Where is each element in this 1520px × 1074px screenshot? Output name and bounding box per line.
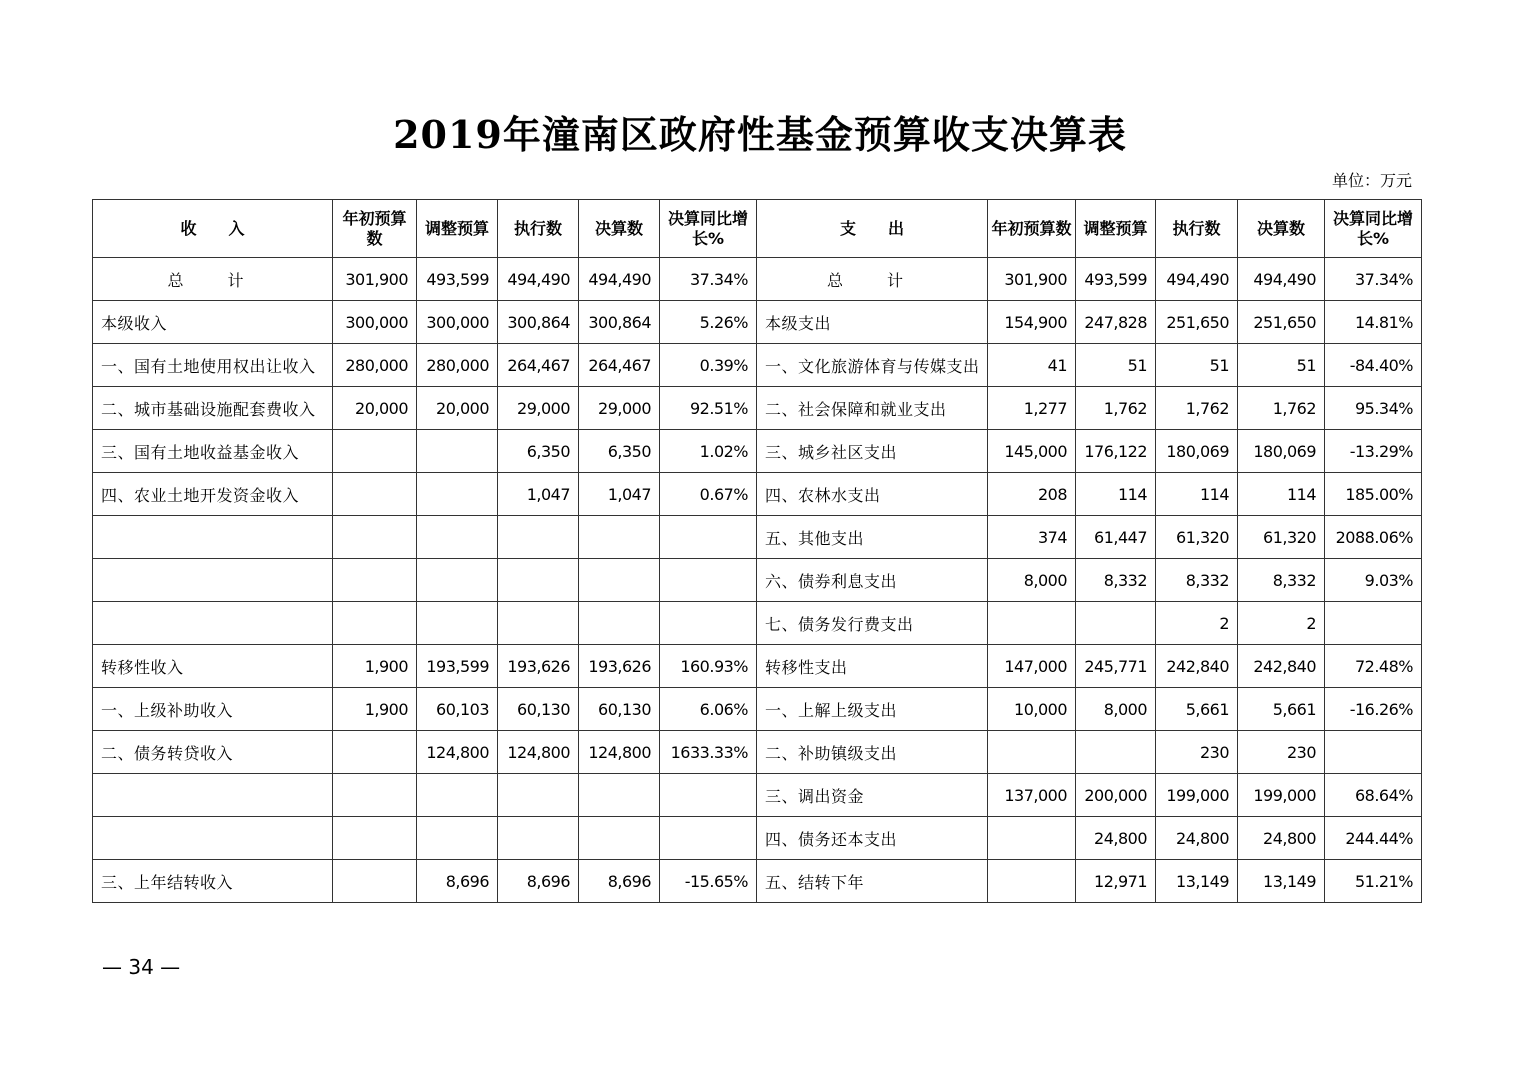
- expense-value-cell: 493,599: [1076, 258, 1156, 301]
- expense-value-cell: 251,650: [1238, 301, 1325, 344]
- expense-value-cell: 247,828: [1076, 301, 1156, 344]
- expense-col-header: 执行数: [1156, 200, 1238, 258]
- income-value-cell: -15.65%: [660, 860, 757, 903]
- expense-value-cell: 2088.06%: [1325, 516, 1422, 559]
- income-label-cell: [93, 774, 333, 817]
- expense-value-cell: 37.34%: [1325, 258, 1422, 301]
- income-value-cell: [333, 473, 417, 516]
- income-value-cell: 264,467: [498, 344, 579, 387]
- income-value-cell: 1,047: [498, 473, 579, 516]
- expense-value-cell: [1076, 602, 1156, 645]
- expense-value-cell: 494,490: [1156, 258, 1238, 301]
- expense-value-cell: 24,800: [1156, 817, 1238, 860]
- budget-table: [92, 199, 1422, 903]
- expense-value-cell: 199,000: [1156, 774, 1238, 817]
- expense-value-cell: 230: [1238, 731, 1325, 774]
- income-label-cell: [93, 602, 333, 645]
- page-title: 2019年潼南区政府性基金预算收支决算表: [393, 112, 1127, 157]
- income-value-cell: 124,800: [417, 731, 498, 774]
- table-row: [93, 516, 1422, 559]
- income-value-cell: [333, 860, 417, 903]
- income-value-cell: [417, 602, 498, 645]
- expense-value-cell: 244.44%: [1325, 817, 1422, 860]
- header-row: [93, 200, 1422, 258]
- income-col-header: 执行数: [498, 200, 579, 258]
- income-value-cell: 1,047: [579, 473, 660, 516]
- expense-value-cell: -13.29%: [1325, 430, 1422, 473]
- expense-value-cell: 230: [1156, 731, 1238, 774]
- income-value-cell: 1.02%: [660, 430, 757, 473]
- expense-value-cell: 242,840: [1238, 645, 1325, 688]
- expense-col-header: 调整预算: [1076, 200, 1156, 258]
- expense-value-cell: [988, 602, 1076, 645]
- income-value-cell: 300,864: [579, 301, 660, 344]
- expense-label-cell: 总 计: [757, 258, 988, 301]
- income-value-cell: [417, 516, 498, 559]
- expense-value-cell: 245,771: [1076, 645, 1156, 688]
- income-value-cell: [660, 817, 757, 860]
- income-value-cell: 29,000: [498, 387, 579, 430]
- expense-label-cell: 一、文化旅游体育与传媒支出: [757, 344, 988, 387]
- expense-value-cell: 51: [1156, 344, 1238, 387]
- income-value-cell: [579, 817, 660, 860]
- income-value-cell: [417, 559, 498, 602]
- income-col-header: 决算数: [579, 200, 660, 258]
- income-value-cell: 20,000: [333, 387, 417, 430]
- income-value-cell: 0.67%: [660, 473, 757, 516]
- income-value-cell: [498, 774, 579, 817]
- income-value-cell: 0.39%: [660, 344, 757, 387]
- income-value-cell: [333, 731, 417, 774]
- income-label-cell: 转移性收入: [93, 645, 333, 688]
- expense-value-cell: 114: [1156, 473, 1238, 516]
- expense-value-cell: 2: [1156, 602, 1238, 645]
- expense-label-cell: 六、债券利息支出: [757, 559, 988, 602]
- income-value-cell: 124,800: [498, 731, 579, 774]
- income-value-cell: 494,490: [579, 258, 660, 301]
- income-value-cell: [660, 774, 757, 817]
- expense-value-cell: 199,000: [1238, 774, 1325, 817]
- page-number: — 34 —: [102, 955, 181, 979]
- expense-value-cell: 180,069: [1238, 430, 1325, 473]
- income-value-cell: [498, 817, 579, 860]
- table-row: [93, 258, 1422, 301]
- income-value-cell: [417, 430, 498, 473]
- income-value-cell: [660, 516, 757, 559]
- expense-value-cell: 10,000: [988, 688, 1076, 731]
- expense-value-cell: -84.40%: [1325, 344, 1422, 387]
- expense-value-cell: 61,447: [1076, 516, 1156, 559]
- table-row: [93, 473, 1422, 516]
- expense-value-cell: 72.48%: [1325, 645, 1422, 688]
- table-row: [93, 559, 1422, 602]
- table-row: [93, 860, 1422, 903]
- income-value-cell: 280,000: [333, 344, 417, 387]
- income-value-cell: 494,490: [498, 258, 579, 301]
- expense-value-cell: 1,277: [988, 387, 1076, 430]
- table-row: [93, 301, 1422, 344]
- expense-value-cell: 242,840: [1156, 645, 1238, 688]
- expense-value-cell: 14.81%: [1325, 301, 1422, 344]
- income-label-cell: 三、上年结转收入: [93, 860, 333, 903]
- expense-value-cell: 114: [1238, 473, 1325, 516]
- expense-col-header: 决算数: [1238, 200, 1325, 258]
- income-value-cell: 301,900: [333, 258, 417, 301]
- expense-value-cell: 61,320: [1238, 516, 1325, 559]
- expense-value-cell: 1,762: [1076, 387, 1156, 430]
- income-value-cell: 8,696: [417, 860, 498, 903]
- income-header: 收 入: [93, 200, 333, 258]
- income-value-cell: [333, 559, 417, 602]
- expense-value-cell: 12,971: [1076, 860, 1156, 903]
- expense-value-cell: [988, 860, 1076, 903]
- expense-value-cell: 13,149: [1238, 860, 1325, 903]
- expense-label-cell: 本级支出: [757, 301, 988, 344]
- income-value-cell: 6.06%: [660, 688, 757, 731]
- table-row: [93, 344, 1422, 387]
- expense-label-cell: 五、其他支出: [757, 516, 988, 559]
- table-row: [93, 731, 1422, 774]
- expense-value-cell: -16.26%: [1325, 688, 1422, 731]
- income-value-cell: 300,864: [498, 301, 579, 344]
- expense-col-header: 决算同比增长%: [1325, 200, 1422, 258]
- expense-value-cell: 114: [1076, 473, 1156, 516]
- expense-value-cell: 251,650: [1156, 301, 1238, 344]
- income-label-cell: 总 计: [93, 258, 333, 301]
- expense-value-cell: 24,800: [1076, 817, 1156, 860]
- income-label-cell: 二、债务转贷收入: [93, 731, 333, 774]
- income-value-cell: [579, 774, 660, 817]
- income-value-cell: 493,599: [417, 258, 498, 301]
- income-value-cell: 193,626: [579, 645, 660, 688]
- income-value-cell: [660, 559, 757, 602]
- expense-value-cell: [1325, 602, 1422, 645]
- expense-label-cell: 四、债务还本支出: [757, 817, 988, 860]
- income-value-cell: [417, 774, 498, 817]
- expense-label-cell: 转移性支出: [757, 645, 988, 688]
- income-value-cell: 29,000: [579, 387, 660, 430]
- expense-value-cell: 68.64%: [1325, 774, 1422, 817]
- table-row: [93, 817, 1422, 860]
- income-value-cell: 300,000: [333, 301, 417, 344]
- income-value-cell: [579, 516, 660, 559]
- expense-value-cell: 154,900: [988, 301, 1076, 344]
- income-label-cell: 三、国有土地收益基金收入: [93, 430, 333, 473]
- income-value-cell: 193,626: [498, 645, 579, 688]
- income-value-cell: [333, 602, 417, 645]
- income-value-cell: 193,599: [417, 645, 498, 688]
- expense-value-cell: 51: [1238, 344, 1325, 387]
- income-label-cell: [93, 516, 333, 559]
- expense-label-cell: 二、补助镇级支出: [757, 731, 988, 774]
- expense-value-cell: [988, 731, 1076, 774]
- income-value-cell: 124,800: [579, 731, 660, 774]
- expense-value-cell: 176,122: [1076, 430, 1156, 473]
- income-label-cell: 一、国有土地使用权出让收入: [93, 344, 333, 387]
- income-value-cell: 8,696: [498, 860, 579, 903]
- income-value-cell: 60,130: [579, 688, 660, 731]
- expense-label-cell: 三、城乡社区支出: [757, 430, 988, 473]
- expense-value-cell: 8,000: [1076, 688, 1156, 731]
- expense-value-cell: 180,069: [1156, 430, 1238, 473]
- income-value-cell: [498, 559, 579, 602]
- income-value-cell: [579, 559, 660, 602]
- expense-value-cell: 24,800: [1238, 817, 1325, 860]
- table-body: [93, 258, 1422, 903]
- expense-label-cell: 三、调出资金: [757, 774, 988, 817]
- income-value-cell: 92.51%: [660, 387, 757, 430]
- expense-value-cell: 41: [988, 344, 1076, 387]
- expense-value-cell: 9.03%: [1325, 559, 1422, 602]
- income-value-cell: 8,696: [579, 860, 660, 903]
- income-value-cell: 160.93%: [660, 645, 757, 688]
- expense-value-cell: 374: [988, 516, 1076, 559]
- expense-value-cell: [988, 817, 1076, 860]
- income-label-cell: [93, 817, 333, 860]
- expense-value-cell: 8,332: [1076, 559, 1156, 602]
- income-label-cell: [93, 559, 333, 602]
- expense-value-cell: 13,149: [1156, 860, 1238, 903]
- expense-label-cell: 七、债务发行费支出: [757, 602, 988, 645]
- income-value-cell: [333, 516, 417, 559]
- unit-label: 单位：万元: [1331, 171, 1412, 190]
- expense-value-cell: 51.21%: [1325, 860, 1422, 903]
- income-value-cell: 1,900: [333, 688, 417, 731]
- income-col-header: 年初预算数: [333, 200, 417, 258]
- expense-value-cell: 8,332: [1238, 559, 1325, 602]
- income-value-cell: [660, 602, 757, 645]
- expense-value-cell: 200,000: [1076, 774, 1156, 817]
- income-value-cell: 37.34%: [660, 258, 757, 301]
- expense-label-cell: 四、农林水支出: [757, 473, 988, 516]
- income-value-cell: 300,000: [417, 301, 498, 344]
- table-row: [93, 602, 1422, 645]
- table-row: [93, 774, 1422, 817]
- income-value-cell: 5.26%: [660, 301, 757, 344]
- expense-value-cell: 5,661: [1238, 688, 1325, 731]
- expense-value-cell: 5,661: [1156, 688, 1238, 731]
- table-row: [93, 645, 1422, 688]
- table-row: [93, 387, 1422, 430]
- income-value-cell: 60,130: [498, 688, 579, 731]
- income-value-cell: 6,350: [579, 430, 660, 473]
- income-value-cell: 60,103: [417, 688, 498, 731]
- expense-value-cell: [1076, 731, 1156, 774]
- expense-value-cell: 61,320: [1156, 516, 1238, 559]
- income-value-cell: 1,900: [333, 645, 417, 688]
- expense-value-cell: 1,762: [1156, 387, 1238, 430]
- expense-header: 支 出: [757, 200, 988, 258]
- expense-value-cell: 494,490: [1238, 258, 1325, 301]
- expense-value-cell: 8,332: [1156, 559, 1238, 602]
- income-col-header: 决算同比增长%: [660, 200, 757, 258]
- income-value-cell: 280,000: [417, 344, 498, 387]
- expense-value-cell: 1,762: [1238, 387, 1325, 430]
- income-value-cell: [333, 430, 417, 473]
- income-value-cell: [498, 602, 579, 645]
- income-label-cell: 本级收入: [93, 301, 333, 344]
- expense-value-cell: 137,000: [988, 774, 1076, 817]
- expense-value-cell: 2: [1238, 602, 1325, 645]
- expense-value-cell: 185.00%: [1325, 473, 1422, 516]
- income-value-cell: 264,467: [579, 344, 660, 387]
- income-value-cell: [417, 817, 498, 860]
- expense-value-cell: 95.34%: [1325, 387, 1422, 430]
- expense-label-cell: 一、上解上级支出: [757, 688, 988, 731]
- income-col-header: 调整预算: [417, 200, 498, 258]
- expense-value-cell: [1325, 731, 1422, 774]
- income-value-cell: [417, 473, 498, 516]
- expense-value-cell: 8,000: [988, 559, 1076, 602]
- expense-col-header: 年初预算数: [988, 200, 1076, 258]
- expense-value-cell: 51: [1076, 344, 1156, 387]
- table-row: [93, 688, 1422, 731]
- expense-value-cell: 145,000: [988, 430, 1076, 473]
- income-label-cell: 二、城市基础设施配套费收入: [93, 387, 333, 430]
- expense-value-cell: 301,900: [988, 258, 1076, 301]
- expense-label-cell: 五、结转下年: [757, 860, 988, 903]
- expense-value-cell: 208: [988, 473, 1076, 516]
- income-label-cell: 一、上级补助收入: [93, 688, 333, 731]
- expense-value-cell: 147,000: [988, 645, 1076, 688]
- table-row: [93, 430, 1422, 473]
- income-label-cell: 四、农业土地开发资金收入: [93, 473, 333, 516]
- income-value-cell: [498, 516, 579, 559]
- income-value-cell: 20,000: [417, 387, 498, 430]
- income-value-cell: [333, 817, 417, 860]
- income-value-cell: [333, 774, 417, 817]
- expense-label-cell: 二、社会保障和就业支出: [757, 387, 988, 430]
- income-value-cell: [579, 602, 660, 645]
- income-value-cell: 1633.33%: [660, 731, 757, 774]
- income-value-cell: 6,350: [498, 430, 579, 473]
